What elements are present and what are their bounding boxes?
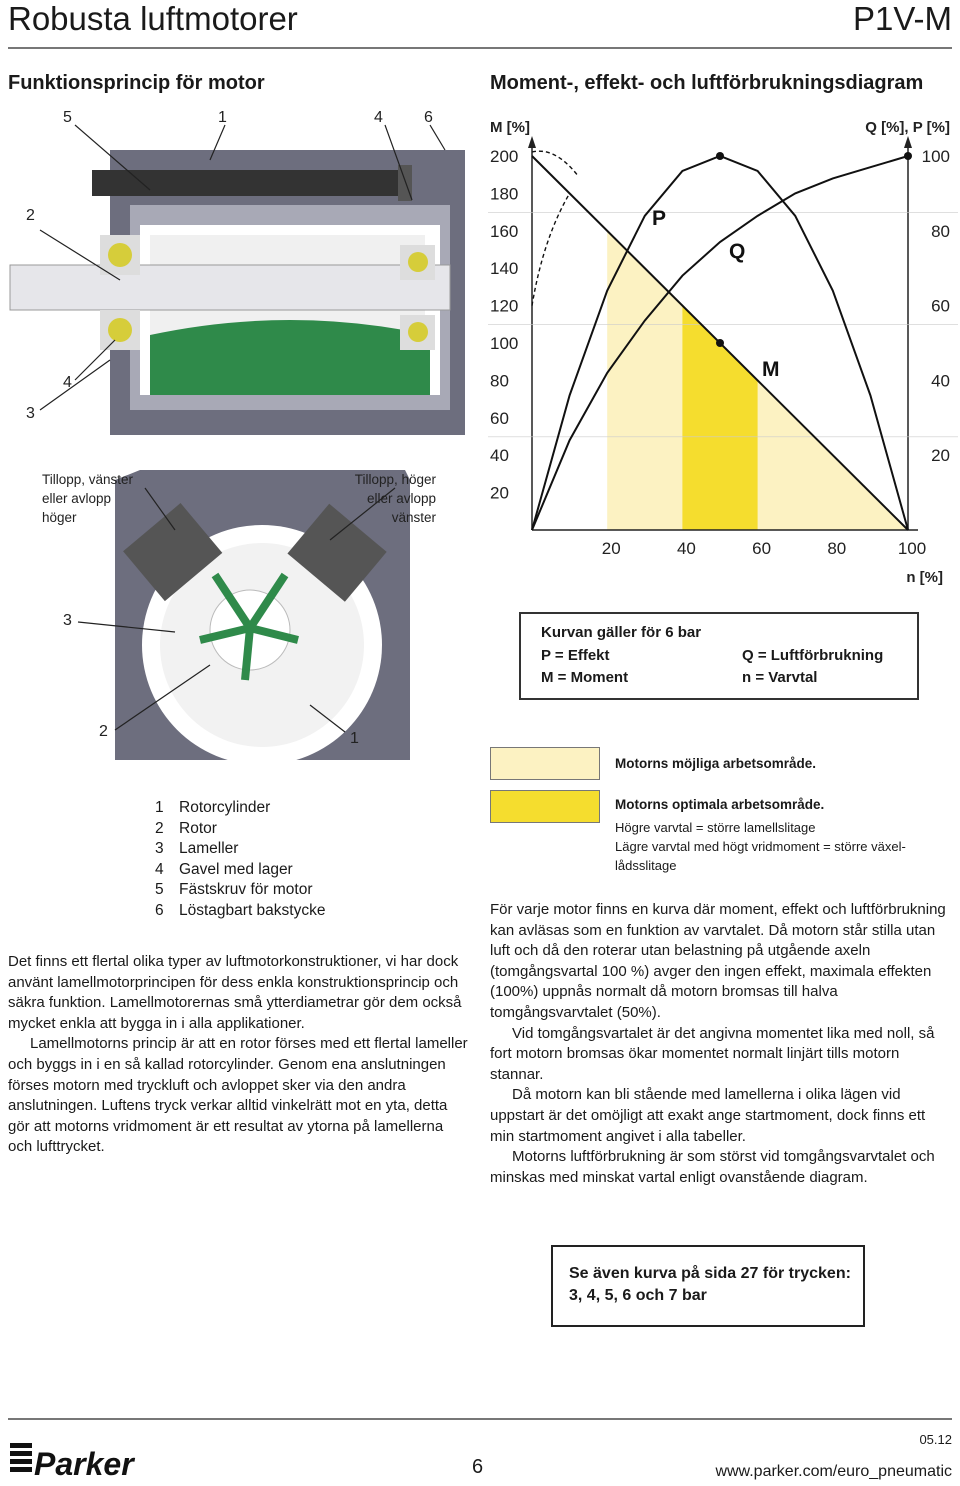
series-label-q: Q <box>729 240 746 263</box>
motor-illustration <box>0 100 470 760</box>
section-title-principle: Funktionsprincip för motor <box>8 72 265 94</box>
right-tick-label: 80 <box>931 221 950 241</box>
page-title: Robusta luftmotorer <box>8 0 298 37</box>
left-tick-label: 180 <box>490 184 519 204</box>
print-date: 05.12 <box>919 1432 952 1447</box>
right-axis-arrow <box>904 136 912 148</box>
right-tick-label: 60 <box>931 296 950 316</box>
footer-divider <box>8 1418 952 1420</box>
callout-4: 4 <box>374 109 383 126</box>
left-axis-label: M [%] <box>490 119 530 136</box>
page-number: 6 <box>472 1456 484 1478</box>
left-tick-label: 100 <box>490 334 519 353</box>
diagram-chart <box>488 110 958 590</box>
x-tick-label: 20 <box>601 539 621 558</box>
header-divider <box>8 47 952 49</box>
left-tick-label: 120 <box>490 296 519 316</box>
body-text-left: Det finns ett flertal olika typer av luftmotorkonstruktioner, vi har dock använt lamellmotorprincipen för dess enkla konstruktionsprincip och säkra funktion. Lamellmotorernas små ytterdiametrar gör dem också mycket enkla att bygga in i alla applikationer. Lamellmotorns princip är att en rotor förses med ett flertal lameller och byggs in i en så kallad rotorcylinder. Genom ena anslutningen förses motorn med tryckluft och avloppet sker via den andra anslutningen. Luftens tryck verkar alltid vinkelrätt mot en yta, detta gör att motorns vridmoment är ett resultat av ytorna på lamellerna och lufttrycket. <box>8 953 468 1156</box>
series-label-m: M <box>762 358 780 381</box>
possible-area-swatch <box>490 747 600 780</box>
q-max-dot <box>904 152 912 160</box>
left-tick-label: 60 <box>490 408 509 428</box>
parker-logo <box>8 1437 142 1483</box>
series-label-p: P <box>652 207 667 230</box>
dashed-curve-1 <box>532 193 570 305</box>
svg-text:Parker: Parker <box>34 1446 134 1482</box>
see-also-box: Se även kurva på sida 27 för trycken: 3, 4, 5, 6 och 7 bar <box>551 1245 865 1327</box>
footer-url[interactable]: www.parker.com/euro_pneumatic <box>715 1463 952 1480</box>
optimal-area-desc: Högre varvtal = större lamellslitage Lägre varvtal med högt vridmoment = större växel- lådsslitage <box>615 820 906 873</box>
callout-4b: 4 <box>63 374 72 391</box>
callout-6: 6 <box>424 109 433 126</box>
p-max-dot <box>716 152 724 160</box>
left-tick-label: 160 <box>490 221 519 241</box>
chart-info-box: Kurvan gäller för 6 bar P = Effekt M = Moment Q = Luftförbrukning n = Varvtal <box>519 612 919 700</box>
callout-3: 3 <box>26 405 35 422</box>
right-tick-label: 20 <box>931 446 950 466</box>
callout-2: 2 <box>26 207 35 224</box>
section-title-diagram: Moment-, effekt- och luftförbrukningsdiagram <box>490 72 924 94</box>
x-axis-label: n [%] <box>906 569 943 586</box>
optimal-area-title: Motorns optimala arbetsområde. <box>615 797 825 812</box>
left-tick-label: 80 <box>490 371 509 391</box>
callout-front-1: 1 <box>350 730 359 747</box>
product-code: P1V-M <box>852 0 952 37</box>
m-half-dot <box>716 339 724 347</box>
right-axis-label: Q [%], P [%] <box>865 119 950 136</box>
callout-front-2: 2 <box>99 723 108 740</box>
parts-legend: 1 Rotorcylinder 2 Rotor 3 Lameller 4 Gavel med lager 5 Fästskruv för motor 6 Löstagbart bakstycke <box>155 799 326 919</box>
possible-area-title: Motorns möjliga arbetsområde. <box>615 756 817 771</box>
optimal-area-swatch <box>490 790 600 823</box>
body-text-right: För varje motor finns en kurva där moment, effekt och luftförbrukning kan avläsas som en funktion av varvtalet. Då motorn står stilla utan luft och då den roterar utan belastning på utgående axeln (tomgångsvartal 100 %) avger den ingen effekt, maximala effekten (100%) uppnås normalt då motorn bromsas till halva tomgångsvarvtalet (50%). Vid tomgångsvartalet är det angivna momentet lika med noll, så fort motorn bromsas ökar momentet normalt linjärt tills motorn stannar. Då motorn kan bli stående med lamellerna i olika lägen vid uppstart är det omöjligt att exakt ange startmoment, dock finns ett min startmoment angivet i alla tabeller. Motorns luftförbrukning är som störst vid tomgångsvarvtalet och minskas med minskat vartal enligt ovanstående diagram. <box>490 901 946 1186</box>
x-tick-label: 60 <box>752 539 772 558</box>
left-tick-label: 20 <box>490 483 509 503</box>
callout-front-3: 3 <box>63 612 72 629</box>
x-tick-label: 100 <box>897 539 927 558</box>
right-tick-label: 100 <box>921 147 950 166</box>
inlet-left-label: Tillopp, vänster eller avlopp höger <box>42 472 134 525</box>
left-tick-label: 200 <box>490 147 519 166</box>
left-tick-label: 140 <box>490 259 519 279</box>
x-tick-label: 40 <box>676 539 696 558</box>
right-tick-label: 40 <box>931 371 950 391</box>
inlet-right-label: Tillopp, höger eller avlopp vänster <box>354 472 436 525</box>
callout-5: 5 <box>63 109 72 126</box>
callout-1: 1 <box>218 109 227 126</box>
left-tick-label: 40 <box>490 446 509 466</box>
x-tick-label: 80 <box>827 539 847 558</box>
left-axis-arrow <box>528 136 536 148</box>
